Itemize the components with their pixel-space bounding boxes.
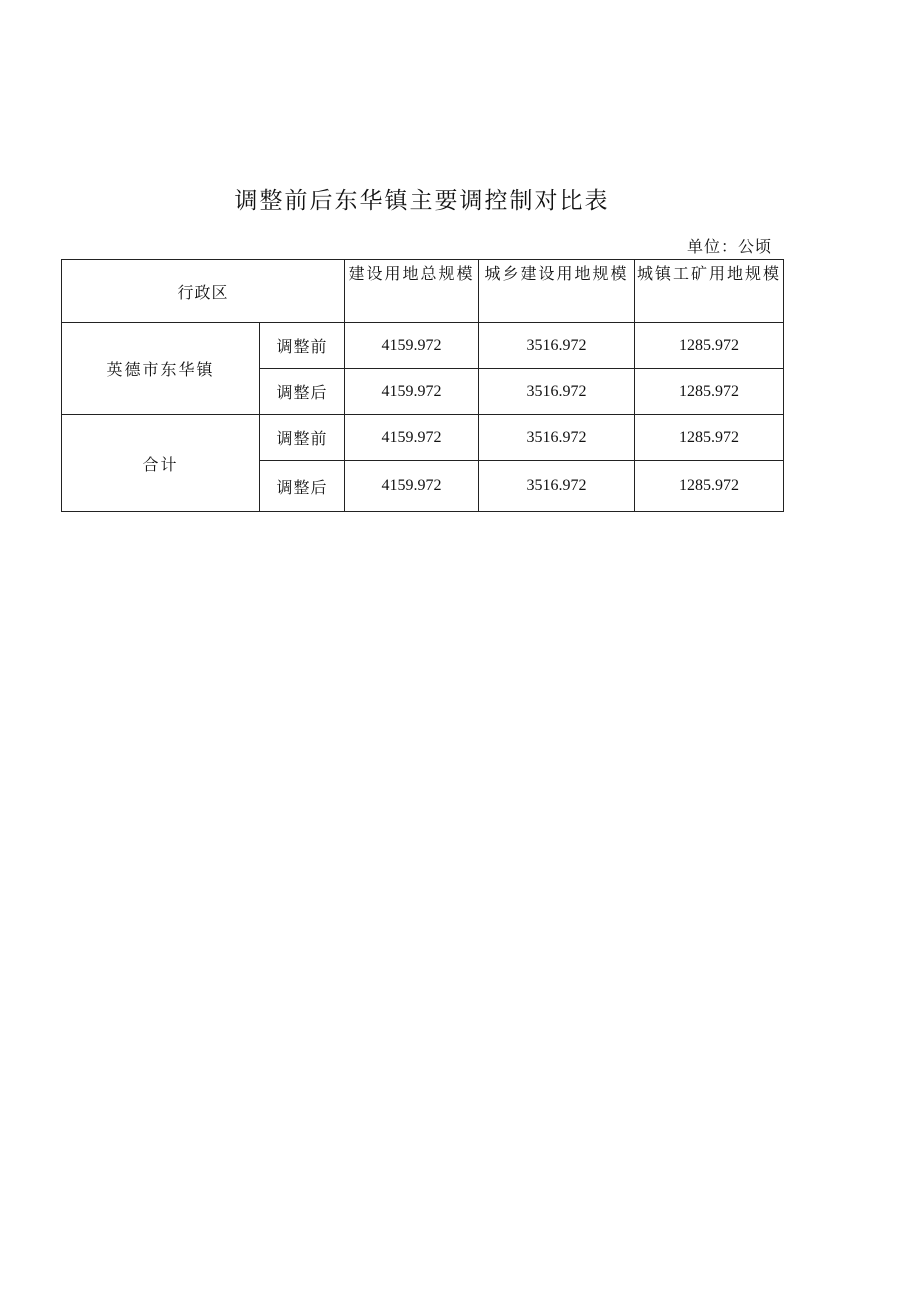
value-urban-rural-construction-land: 3516.972 <box>479 415 635 461</box>
value-total-construction-land: 4159.972 <box>345 323 479 369</box>
header-total-construction-land: 建设用地总规模 <box>345 260 479 323</box>
value-urban-industrial-land: 1285.972 <box>635 369 784 415</box>
table-row <box>62 323 784 369</box>
header-region: 行政区 <box>62 260 345 323</box>
value-urban-industrial-land: 1285.972 <box>635 323 784 369</box>
value-total-construction-land: 4159.972 <box>345 415 479 461</box>
table-header-row <box>62 260 784 323</box>
period-label: 调整后 <box>260 461 345 512</box>
period-label: 调整前 <box>260 323 345 369</box>
region-name: 英德市东华镇 <box>62 323 260 415</box>
period-label: 调整后 <box>260 369 345 415</box>
document-title: 调整前后东华镇主要调控制对比表 <box>234 188 610 214</box>
period-label: 调整前 <box>260 415 345 461</box>
value-total-construction-land: 4159.972 <box>345 369 479 415</box>
value-urban-rural-construction-land: 3516.972 <box>479 461 635 512</box>
header-urban-industrial-land: 城镇工矿用地规模 <box>635 260 784 323</box>
value-total-construction-land: 4159.972 <box>345 461 479 512</box>
header-urban-rural-construction-land: 城乡建设用地规模 <box>479 260 635 323</box>
value-urban-industrial-land: 1285.972 <box>635 461 784 512</box>
value-urban-rural-construction-land: 3516.972 <box>479 323 635 369</box>
value-urban-industrial-land: 1285.972 <box>635 415 784 461</box>
comparison-table <box>61 259 784 512</box>
table-row <box>62 415 784 461</box>
value-urban-rural-construction-land: 3516.972 <box>479 369 635 415</box>
region-name: 合计 <box>62 415 260 512</box>
unit-label: 单位：公顷 <box>686 237 772 256</box>
